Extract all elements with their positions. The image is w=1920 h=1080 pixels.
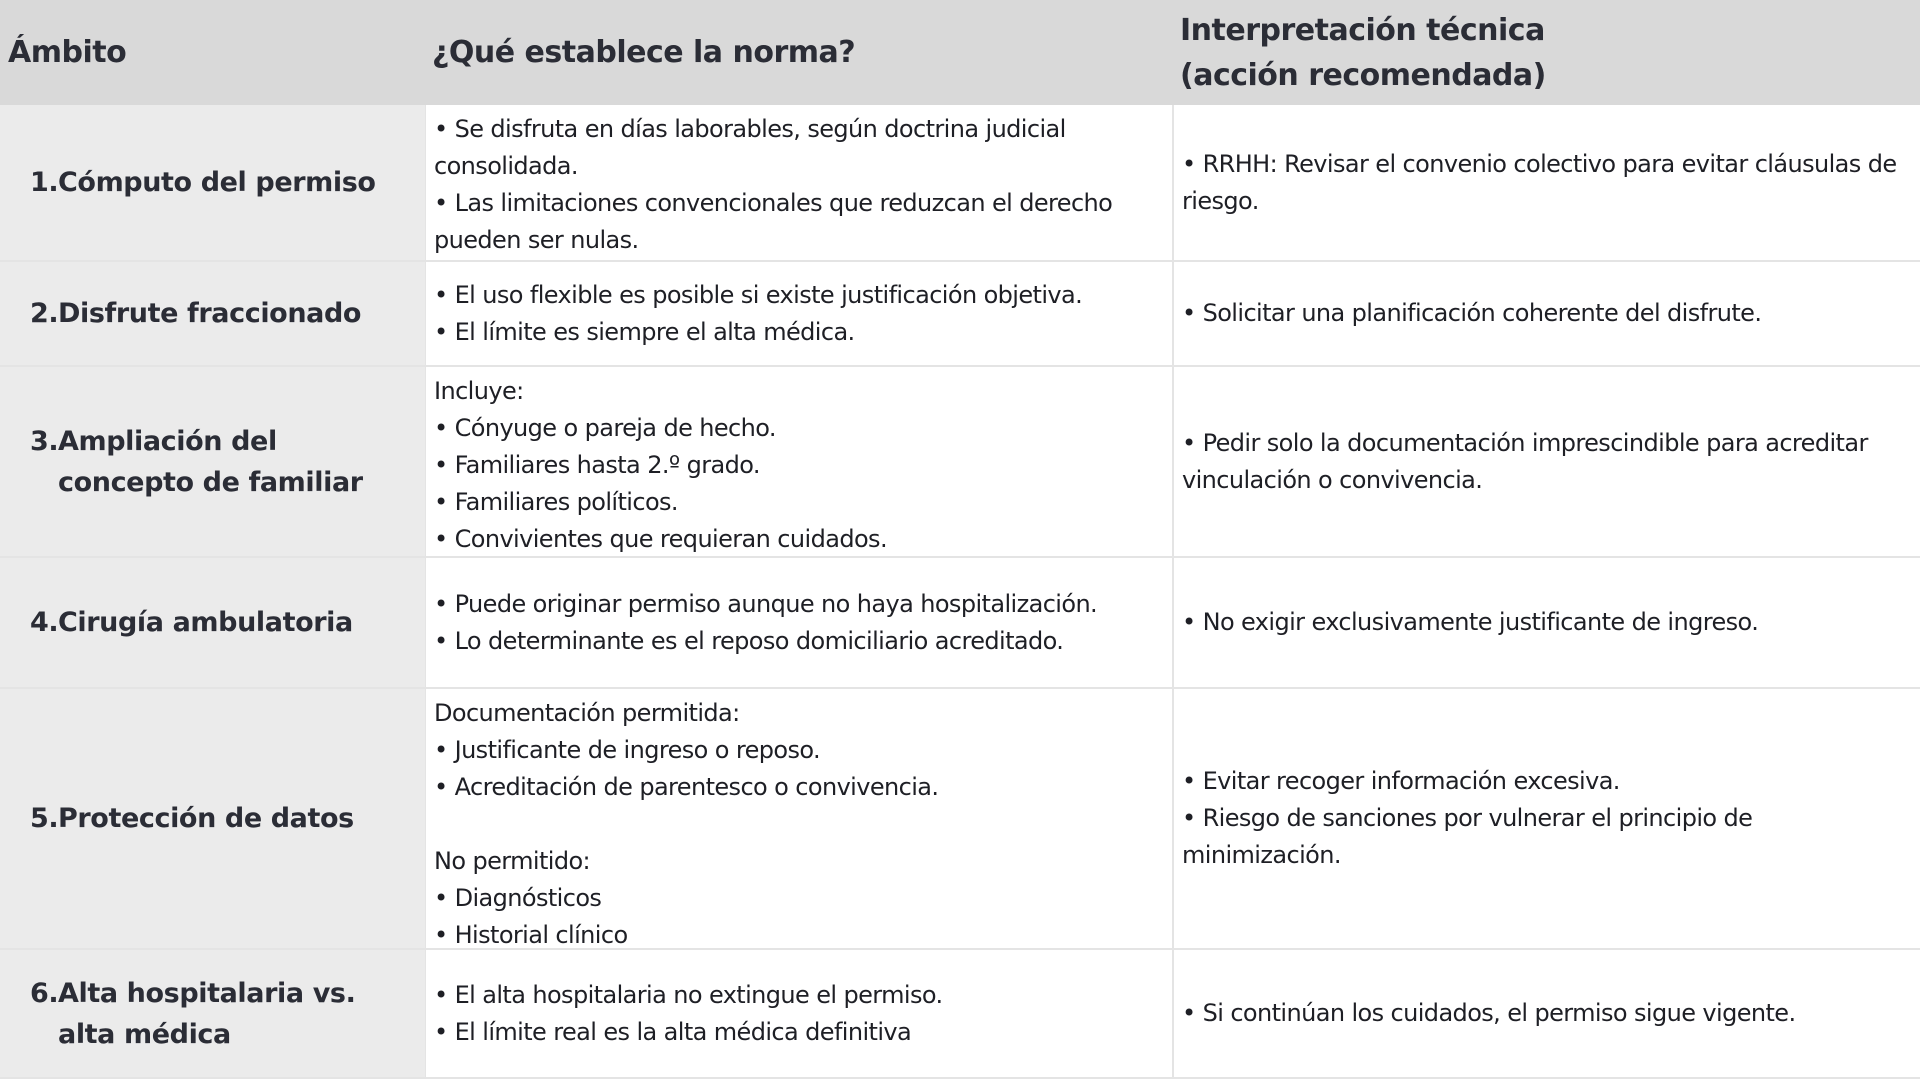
header-norma <box>432 0 1162 105</box>
norma-line: • El uso flexible es posible si existe justificación objetiva. <box>434 280 1083 309</box>
ambito-number: 1. <box>30 167 59 198</box>
accion-line: • Evitar recoger información excesiva. <box>1182 767 1620 795</box>
norma-line: • Acreditación de parentesco o convivencia. <box>434 773 939 801</box>
accion-line: • Solicitar una planificación coherente del disfrute. <box>1182 299 1762 327</box>
norma-cell <box>425 689 1172 948</box>
accion-cell <box>1172 262 1920 365</box>
accion-line: • RRHH: Revisar el convenio colectivo para evitar cláusulas de riesgo. <box>1182 149 1897 215</box>
norma-text <box>434 111 1164 259</box>
header-interpretacion-text <box>1180 8 1546 98</box>
accion-cell <box>1172 950 1920 1077</box>
header-interpretacion <box>1180 0 1910 105</box>
table-row <box>0 262 1920 367</box>
norma-cell <box>425 558 1172 687</box>
table-row <box>0 558 1920 689</box>
header-ambito-text: Ámbito <box>8 35 127 70</box>
ambito-cell <box>0 262 425 365</box>
accion-text <box>1182 295 1906 332</box>
accion-cell <box>1172 105 1920 260</box>
norma-cell <box>425 367 1172 556</box>
accion-line: • Si continúan los cuidados, el permiso sigue vigente. <box>1182 999 1796 1027</box>
table-row <box>0 689 1920 950</box>
ambito-cell <box>0 689 425 948</box>
accion-text <box>1182 995 1906 1032</box>
norma-line: • Las limitaciones convencionales que reduzcan el derecho pueden ser nulas. <box>434 189 1113 254</box>
norma-cell <box>425 950 1172 1077</box>
ambito-cell <box>0 558 425 687</box>
norma-line: No permitido: <box>434 847 591 875</box>
norma-line: • Historial clínico <box>434 921 628 949</box>
norma-line: • El límite es siempre el alta médica. <box>434 317 855 346</box>
norma-text <box>434 977 1164 1051</box>
norma-line: • El alta hospitalaria no extingue el permiso. <box>434 980 943 1009</box>
ambito-number: 5. <box>30 803 59 834</box>
ambito-cell <box>0 105 425 260</box>
accion-text <box>1182 425 1906 499</box>
ambito-title: Protección de datos <box>58 803 354 834</box>
ambito-title: Cómputo del permiso <box>58 167 376 198</box>
accion-cell <box>1172 689 1920 948</box>
ambito-label <box>30 293 361 334</box>
header-norma-text: ¿Qué establece la norma? <box>432 35 856 70</box>
norma-text <box>434 695 1164 954</box>
table-row <box>0 367 1920 558</box>
accion-line: • Riesgo de sanciones por vulnerar el principio de minimización. <box>1182 804 1753 869</box>
ambito-title: Disfrute fraccionado <box>58 298 362 329</box>
norma-line: Documentación permitida: <box>434 699 740 727</box>
accion-text <box>1182 604 1906 641</box>
ambito-cell <box>0 950 425 1077</box>
ambito-number: 2. <box>30 298 59 329</box>
accion-line: • No exigir exclusivamente justificante de ingreso. <box>1182 608 1759 636</box>
norma-line <box>434 806 1164 843</box>
norma-cell <box>425 105 1172 260</box>
ambito-number: 4. <box>30 607 59 638</box>
norma-text <box>434 586 1164 660</box>
ambito-label <box>30 421 415 503</box>
ambito-title: Cirugía ambulatoria <box>58 607 353 638</box>
ambito-cell <box>0 367 425 556</box>
norma-line: • Cónyuge o pareja de hecho. <box>434 414 776 442</box>
norma-text <box>434 277 1164 351</box>
table-row <box>0 950 1920 1079</box>
table-header <box>0 0 1920 105</box>
header-ambito <box>8 0 418 105</box>
norma-line: • Justificante de ingreso o reposo. <box>434 736 821 764</box>
norma-line: • Lo determinante es el reposo domiciliario acreditado. <box>434 626 1064 655</box>
header-interpretacion-line2: (acción recomendada) <box>1180 57 1546 93</box>
norma-line: • Diagnósticos <box>434 884 602 912</box>
accion-cell <box>1172 367 1920 556</box>
ambito-number: 3. <box>30 425 59 457</box>
norma-line: • Puede originar permiso aunque no haya hospitalización. <box>434 589 1098 618</box>
header-interpretacion-line1: Interpretación técnica <box>1180 12 1545 48</box>
accion-cell <box>1172 558 1920 687</box>
norma-cell <box>425 262 1172 365</box>
accion-text <box>1182 763 1906 874</box>
norma-text <box>434 373 1164 558</box>
norma-line: Incluye: <box>434 377 524 405</box>
ambito-number: 6. <box>30 977 59 1009</box>
accion-text <box>1182 146 1906 220</box>
norma-line: • Se disfruta en días laborables, según doctrina judicial consolidada. <box>434 115 1066 180</box>
ambito-label <box>30 162 376 203</box>
norma-line: • El límite real es la alta médica definitiva <box>434 1017 912 1046</box>
ambito-title: Alta hospitalaria vs. alta médica <box>58 977 356 1050</box>
norma-line: • Convivientes que requieran cuidados. <box>434 525 887 553</box>
accion-line: • Pedir solo la documentación imprescindible para acreditar vinculación o convivencia. <box>1182 428 1868 494</box>
table-row <box>0 105 1920 262</box>
norma-line: • Familiares políticos. <box>434 488 678 516</box>
ambito-label <box>30 973 415 1055</box>
ambito-label <box>30 602 353 643</box>
norma-line: • Familiares hasta 2.º grado. <box>434 451 760 479</box>
ambito-label <box>30 798 354 839</box>
ambito-title: Ampliación del concepto de familiar <box>58 425 363 498</box>
